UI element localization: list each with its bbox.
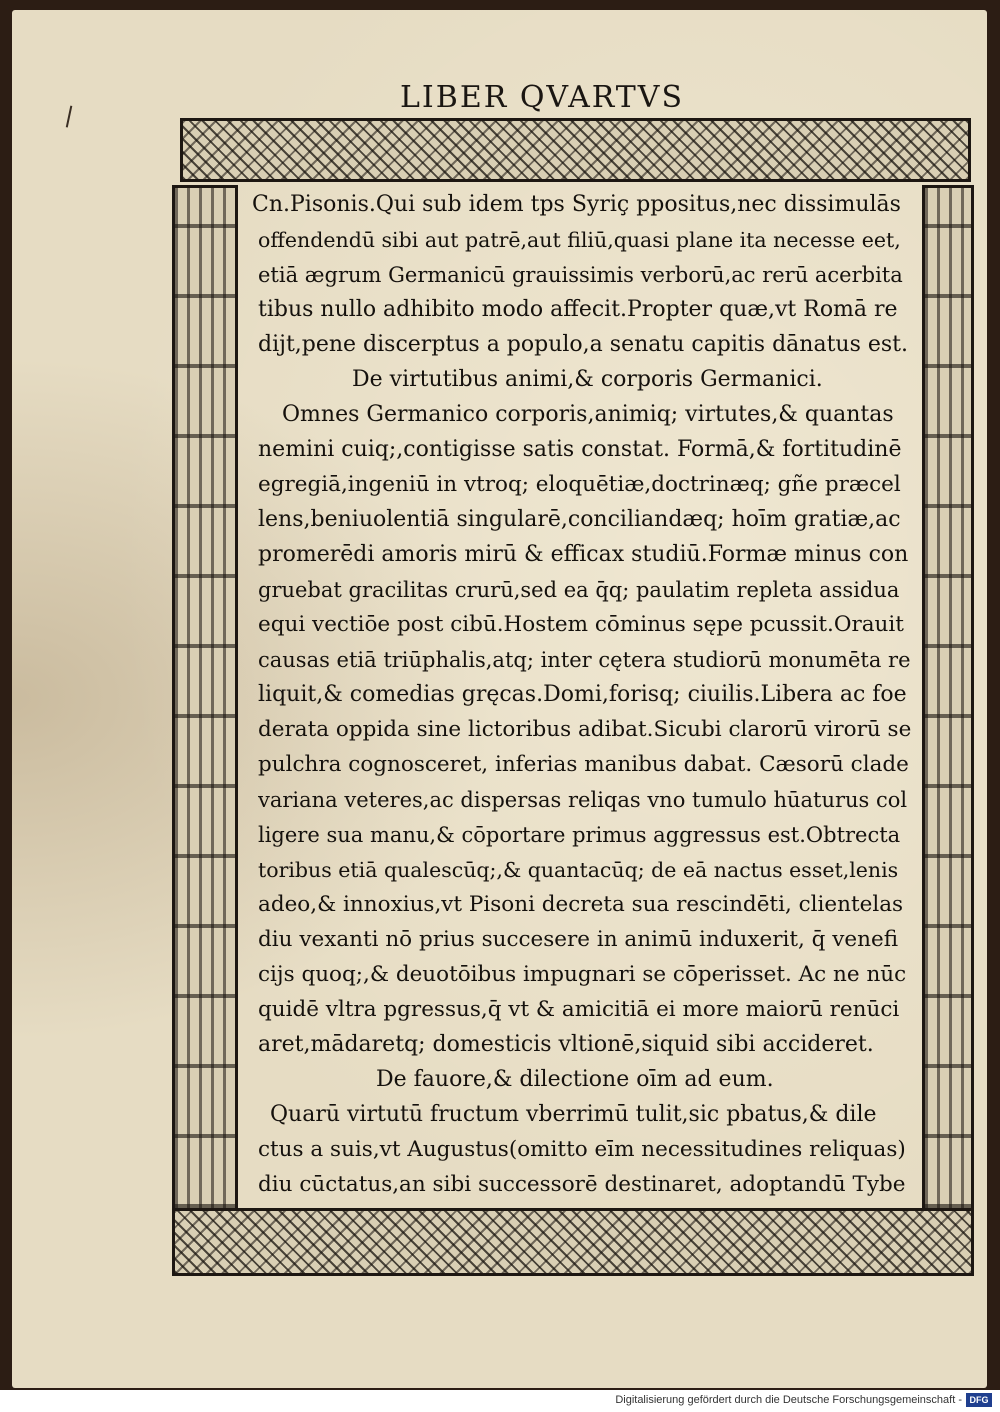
text-line: dijt,pene discerptus a populo,a senatu capitis dānatus est. — [258, 332, 909, 357]
running-head: LIBER QVARTVS — [400, 80, 685, 115]
text-line: ligere sua manu,& cōportare primus aggressus est.Obtrecta — [258, 823, 901, 847]
section-heading: De virtutibus animi,& corporis Germanici. — [352, 367, 823, 392]
text-line: quidē vltra pgressus,q̄ vt & amicitiā ei more maiorū renūci — [258, 997, 900, 1022]
text-line: adeo,& innoxius,vt Pisoni decreta sua rescindēti, clientelas — [258, 892, 904, 917]
text-line: pulchra cognosceret, inferias manibus dabat. Cæsorū clade — [258, 752, 909, 777]
text-line: toribus etiā qualescūq;,& quantacūq; de eā nactus esset,lenis — [258, 858, 899, 882]
text-line: egregiā,ingeniū in vtroq; eloquētiæ,doctrinæq; gñe præcel — [258, 472, 901, 497]
text-line: nemini cuiq;,contigisse satis constat. Formā,& fortitudinē — [258, 437, 902, 462]
text-line: liquit,& comedias gręcas.Domi,forisq; ciuilis.Libera ac foe — [258, 682, 907, 707]
footer-bar — [0, 1390, 1000, 1412]
text-line: variana veteres,ac dispersas reliqas vno tumulo hūaturus col — [258, 788, 908, 812]
funding-credit: Digitalisierung gefördert durch die Deutsche Forschungsgemeinschaft - — [615, 1394, 962, 1406]
text-line: gruebat gracilitas crurū,sed ea q̄q; paulatim repleta assidua — [258, 578, 900, 602]
woodcut-border-bottom — [172, 1208, 974, 1276]
text-line: lens,beniuolentiā singularē,conciliandæq; hoīm gratiæ,ac — [258, 507, 901, 532]
woodcut-border-top — [180, 118, 971, 182]
text-line: equi vectiōe post cibū.Hostem cōminus sępe pcussit.Orauit — [258, 612, 904, 637]
text-line: cijs quoq;,& deuotōibus impugnari se cōperisset. Ac ne nūc — [258, 962, 907, 987]
text-line: ctus a suis,vt Augustus(omitto eīm necessitudines reliquas) — [258, 1137, 906, 1162]
text-line: Cn.Pisonis.Qui sub idem tps Syriç ppositus,nec dissimulās — [252, 192, 901, 217]
woodcut-column-right — [922, 185, 974, 1211]
text-line: etiā ægrum Germanicū grauissimis verborū,ac rerū acerbita — [258, 263, 903, 287]
section-heading: De fauore,& dilectione oīm ad eum. — [376, 1067, 774, 1092]
text-block — [248, 186, 922, 1206]
text-line: Omnes Germanico corporis,animiq; virtutes,& quantas — [282, 402, 894, 427]
text-line: promerēdi amoris mirū & efficax studiū.Formæ minus con — [258, 542, 909, 567]
text-line: Quarū virtutū fructum vberrimū tulit,sic pbatus,& dile — [270, 1102, 877, 1127]
text-line: causas etiā triūphalis,atq; inter cętera studiorū monumēta re — [258, 648, 911, 672]
text-line: diu vexanti nō prius succesere in animū induxerit, q̄ venefi — [258, 927, 899, 952]
text-line: aret,mādaretq; domesticis vltionē,siquid sibi accideret. — [258, 1032, 874, 1057]
text-line: derata oppida sine lictoribus adibat.Sicubi clarorū virorū se — [258, 717, 912, 742]
text-line: offendendū sibi aut patrē,aut filiū,quasi plane ita necesse eet, — [258, 228, 901, 252]
text-line: diu cūctatus,an sibi successorē destinaret, adoptandū Tybe — [258, 1172, 906, 1197]
woodcut-column-left — [172, 185, 238, 1211]
dfg-logo-icon: DFG — [966, 1393, 992, 1407]
text-line: tibus nullo adhibito modo affecit.Propter quæ,vt Romā re — [258, 297, 898, 322]
